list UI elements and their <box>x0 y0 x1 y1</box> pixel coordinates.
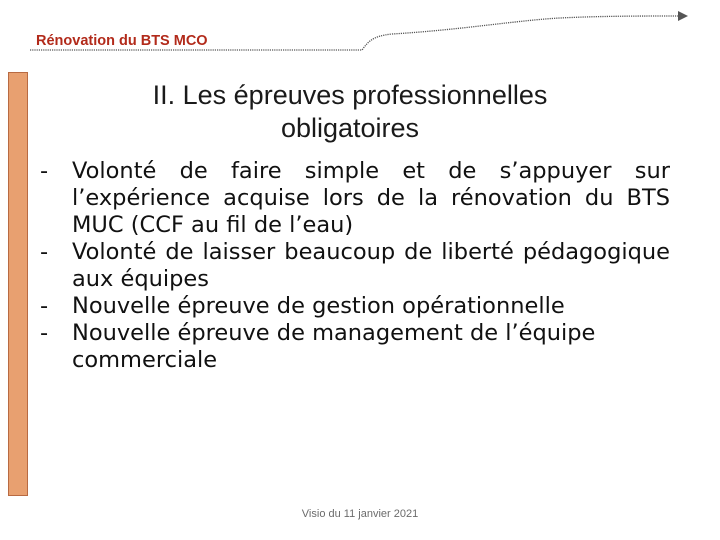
list-item <box>40 293 670 320</box>
side-accent-bar <box>8 72 28 496</box>
bullet-text: Nouvelle épreuve de gestion opérationnelle <box>72 293 565 319</box>
arrow-head-icon <box>678 11 688 21</box>
footer-text: Visio du 11 janvier 2021 <box>301 508 419 520</box>
slide-heading-line-1: II. Les épreuves professionnelles <box>152 80 548 110</box>
list-item <box>40 239 670 293</box>
list-item <box>40 158 670 239</box>
header-title: Rénovation du BTS MCO <box>36 33 208 49</box>
bullet-dash: - <box>40 158 49 184</box>
bullet-dash: - <box>40 320 49 346</box>
header-decorative-line <box>0 0 720 60</box>
bullet-text: Volonté de faire simple et de s’appuyer sur l’expérience acquise lors de la rénovation du BTS MUC (CCF au fil de l’eau) <box>72 158 670 238</box>
list-item <box>40 320 670 374</box>
bullet-dash: - <box>40 293 49 319</box>
bullet-text: Volonté de laisser beaucoup de liberté pédagogique aux équipes <box>72 239 670 292</box>
bullet-text: Nouvelle épreuve de management de l’équipe commerciale <box>72 320 596 373</box>
slide-heading <box>60 79 640 145</box>
bullet-dash: - <box>40 239 49 265</box>
slide-heading-line-2: obligatoires <box>280 113 420 143</box>
bullet-list <box>40 158 670 374</box>
